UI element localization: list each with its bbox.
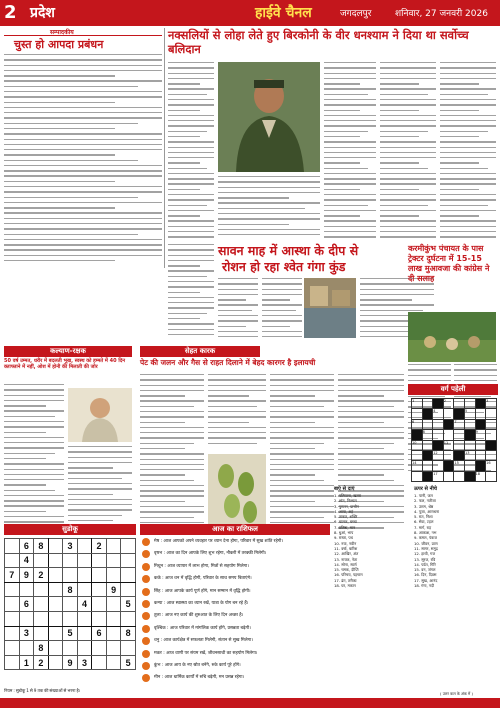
elderly-photo [68, 388, 132, 442]
sudoku-cell: 1 [19, 655, 34, 670]
sudoku-cell: 6 [19, 539, 34, 554]
horoscope-text: तुला : आज नए कार्य की शुरुआत के लिए दिन अच्छा है। [154, 613, 244, 619]
mid-story-col1 [218, 278, 258, 340]
sudoku-cell [63, 641, 78, 656]
crossword-clue: 1. पलियाना, खतरा [334, 493, 362, 498]
brand-logo: हाईवे चैनल [255, 5, 312, 21]
sudoku-cell [5, 582, 20, 597]
sudoku-cell [63, 597, 78, 612]
crossword-clue: 14. पर्वत, गिरि [414, 561, 436, 567]
sudoku-row [5, 655, 136, 670]
horoscope-text: मेष : आज आपको अपने व्यवहार पर ध्यान देना होगा, परिवार में सुख शांति रहेगी। [154, 539, 284, 544]
feature-left-headline: 50 वर्ष उम्मत, धरीर में बदलती भूख, स्वस्थ को हम्मते में 40 दिन क्ताफ्ताने में नहीं, ओश में होनी की मिलाती की जोर [4, 358, 126, 370]
sudoku-cell [121, 611, 136, 626]
crossword-down-clues [414, 493, 498, 693]
sudoku-row [5, 568, 136, 583]
sudoku-cell [48, 568, 63, 583]
main-story-col2 [218, 176, 320, 240]
crossword-clue: 7. मार्ग, राह [414, 524, 432, 530]
sudoku-cell [63, 553, 78, 568]
sudoku-cell [5, 553, 20, 568]
sudoku-cell [77, 568, 92, 583]
sudoku-cell [48, 641, 63, 656]
crossword-grid: 1 2 3 4 5 6 7 8 9 10 11 12 13 14 15 16 17 18 [411, 398, 497, 482]
crossword-clue: 3. पुरातन, प्राचीन [334, 503, 359, 509]
crossword-clue: 14. सोना, स्वर्ण [334, 561, 357, 567]
sudoku-cell [34, 611, 49, 626]
sudoku-cell [5, 597, 20, 612]
mid-story-col2 [262, 278, 302, 340]
pond-photo [304, 278, 356, 338]
crossword-down-title: ऊपर से नीचे [414, 486, 437, 492]
sudoku-cell [92, 597, 107, 612]
sudoku-cell [106, 568, 121, 583]
horoscope-band: आज का राशिफल [140, 524, 330, 535]
crossword-across-clues [334, 493, 412, 693]
sudoku-cell [121, 641, 136, 656]
crossword-clue: 17. ढंग, तरीका [334, 577, 357, 583]
sudoku-cell [121, 568, 136, 583]
sudoku-cell: 8 [34, 539, 49, 554]
sudoku-row [5, 582, 136, 597]
soldier-photo [218, 62, 320, 172]
sudoku-row [5, 597, 136, 612]
crossword-clue: 16. परिचय, पहचान [334, 572, 363, 578]
sudoku-cell: 5 [63, 626, 78, 641]
feature-right-col1 [140, 374, 204, 530]
sudoku-cell [106, 539, 121, 554]
crossword-clue: 18. गंगा, नदी [414, 583, 435, 589]
sudoku-grid [4, 538, 136, 686]
sudoku-cell [106, 641, 121, 656]
accident-photo-image [408, 312, 496, 362]
crossword-clue: 17. सुख, आनंद [414, 577, 438, 583]
sudoku-cell: 2 [34, 568, 49, 583]
sudoku-cell [48, 597, 63, 612]
horoscope-text: सिंह : आज आपके कार्य पूर्ण होंगे, मान सम्मान में वृद्धि होगी। [154, 588, 251, 594]
sudoku-cell [106, 655, 121, 670]
sudoku-cell [48, 655, 63, 670]
crossword-clue: 6. बालक, बच्चा [334, 519, 357, 525]
zodiac-icon [142, 625, 150, 633]
sudoku-cell [92, 611, 107, 626]
sudoku-cell: 4 [77, 597, 92, 612]
crossword-clue: 13. नायक, नेता [334, 556, 358, 562]
editorial-body [4, 54, 162, 262]
horoscope-text: कर्क : आज धन में वृद्धि होगी, परिवार के साथ समय बिताएंगे। [154, 576, 252, 582]
horoscope-text: मिथुन : आज व्यापार में लाभ होगा, मित्रों से सहयोग मिलेगा। [154, 563, 249, 569]
sudoku-cell [121, 539, 136, 554]
sudoku-cell [19, 611, 34, 626]
crossword-clue: 5. ताकत, शक्ति [334, 514, 358, 520]
feature-right-band: सेहत कारक [140, 346, 260, 357]
crossword-clue: 1. पानी, जल [414, 493, 433, 498]
sudoku-cell: 9 [63, 655, 78, 670]
section-title: प्रदेश [30, 5, 55, 21]
mid-story-col0 [168, 244, 214, 340]
masthead [0, 0, 500, 26]
sudoku-cell: 3 [19, 626, 34, 641]
crossword-clue: 10. जीवन, प्राण [414, 540, 438, 546]
accident-photo [408, 312, 496, 362]
sudoku-cell [19, 641, 34, 656]
sudoku-row [5, 626, 136, 641]
main-story-col1 [168, 62, 214, 240]
crossword-clue: 5. रात, निशा [414, 514, 433, 520]
sudoku-cell [121, 582, 136, 597]
crossword-clue: 12. हाथी, गज [414, 551, 436, 557]
crossword-clue: 15. वन, जंगल [414, 567, 436, 573]
crossword-clue: 4. आपा, अहं [334, 508, 354, 514]
footer-bar [0, 698, 500, 708]
zodiac-icon [142, 550, 150, 558]
zodiac-icon [142, 662, 150, 670]
crossword-band: वर्ग पहेली [408, 384, 498, 395]
crossword-clue: 9. कमल, पंकज [414, 535, 437, 541]
editorial-headline: चुस्त हो आपदा प्रबंधन [14, 38, 104, 51]
horoscope-text: मकर : आज वाणी पर संयम रखें, जीवनसाथी का सहयोग मिलेगा। [154, 650, 258, 656]
zodiac-icon [142, 650, 150, 658]
crossword-clue: 6. सेवा, टहल [414, 519, 434, 525]
sudoku-cell [77, 582, 92, 597]
crossword-clue: 11. सागर, समुद्र [414, 545, 438, 551]
sudoku-cell: 4 [19, 553, 34, 568]
sudoku-cell [5, 539, 20, 554]
sudoku-cell [63, 568, 78, 583]
sudoku-cell [106, 611, 121, 626]
sudoku-instructions: नियम : सुडोकू 1 से 9 तक की संख्याओं से भरना है। [4, 688, 81, 693]
sudoku-cell [48, 553, 63, 568]
sudoku-cell [92, 553, 107, 568]
sudoku-cell [48, 539, 63, 554]
sudoku-cell: 8 [34, 641, 49, 656]
horoscope-text: कुंभ : आज आय के नए स्रोत बनेंगे, रुके कार्य पूरे होंगे। [154, 663, 241, 668]
feature-left-band: कल्याण-रक्षक [4, 346, 132, 357]
crossword-across-title: बाएं से दाएं [334, 486, 355, 492]
zodiac-icon [142, 600, 150, 608]
sudoku-cell [77, 626, 92, 641]
zodiac-icon [142, 612, 150, 620]
sudoku-cell: 3 [77, 655, 92, 670]
feature-right-col2 [208, 374, 266, 450]
sudoku-cell: 7 [5, 568, 20, 583]
crossword-clue: 8. आकाश, नभ [414, 530, 437, 536]
sudoku-cell: 2 [34, 655, 49, 670]
feature-right-headline: पेट की जलन और गैस से राहत दिलाने में बेहद कारगर है इलायची [140, 358, 316, 367]
feature-right-col3 [270, 374, 334, 530]
zodiac-icon [142, 575, 150, 583]
sudoku-cell [48, 582, 63, 597]
sudoku-band: सुडोकू [4, 524, 136, 535]
crossword-clue: 3. उत्तम, श्रेष्ठ [414, 503, 434, 509]
sudoku-cell [5, 655, 20, 670]
crossword-clue: 16. दिन, दिवस [414, 572, 437, 578]
zodiac-icon [142, 674, 150, 682]
crossword-clue: 15. चमक, दीप्ति [334, 567, 359, 573]
sudoku-cell: 8 [121, 626, 136, 641]
main-story-col4 [380, 62, 436, 240]
zodiac-icon [142, 588, 150, 596]
sudoku-row [5, 539, 136, 554]
elderly-photo-image [68, 388, 132, 442]
horoscope-text: मीन : आज धार्मिक कार्यों में रुचि बढ़ेगी, मन प्रसन्न रहेगा। [154, 675, 245, 681]
feature-left-col1 [4, 384, 64, 532]
sudoku-cell [48, 626, 63, 641]
main-story-col3 [324, 62, 376, 240]
sudoku-cell [92, 641, 107, 656]
crossword-clue: 7. प्रतिष्ठा, मान [334, 524, 356, 530]
main-story-col5 [440, 62, 496, 240]
sudoku-cell [77, 641, 92, 656]
sudoku-cell [34, 582, 49, 597]
zodiac-icon [142, 637, 150, 645]
sudoku-cell: 6 [19, 597, 34, 612]
horoscope-text: वृषभ : आज का दिन आपके लिए शुभ रहेगा, नौकरी में तरक्की मिलेगी। [154, 551, 267, 557]
crossword-clue: 9. रास्ता, पथ [334, 535, 353, 541]
crossword-clue: 8. धुआं, भाप [334, 530, 354, 536]
right-headline-visual: करमीकुंभ पंचायत के पास ट्रेक्टर दुर्घटना में 15-15 लाख मुआवजा की कांग्रेस ने दी सलाह [408, 244, 490, 283]
sudoku-row [5, 611, 136, 626]
crossword-clue: 12. आखिर, अंत [334, 551, 359, 557]
main-headline: नक्सलियों से लोहा लेते हुए बिरकोनी के वीर धनश्याम ने दिया था सर्वोच्च बलिदान [168, 28, 469, 56]
crossword-clue: 13. सूरज, रवि [414, 556, 436, 562]
sudoku-cell [34, 553, 49, 568]
sudoku-cell: 9 [19, 568, 34, 583]
crossword-solution-note: ( उत्तर कल के अंक में ) [440, 691, 473, 696]
cardamom-photo-image [208, 454, 266, 530]
sudoku-cell [77, 553, 92, 568]
editorial-tag: सम्पादकीय [50, 29, 74, 36]
sudoku-cell [77, 539, 92, 554]
cardamom-photo [208, 454, 266, 530]
sudoku-cell: 5 [121, 655, 136, 670]
mid-headline-2: रोशन हो रहा श्वेत गंगा कुंड [222, 259, 346, 274]
sudoku-cell [19, 582, 34, 597]
zodiac-icon [142, 538, 150, 546]
sudoku-cell [34, 597, 49, 612]
crossword-clue: 4. पूजा, आराधना [414, 508, 440, 514]
sudoku-cell: 6 [92, 626, 107, 641]
crossword-clue: 10. नया, नवीन [334, 540, 357, 546]
sudoku-cell: 9 [106, 582, 121, 597]
city-name: जगदलपुर [340, 9, 372, 19]
sudoku-cell [106, 553, 121, 568]
sudoku-cell [34, 626, 49, 641]
sudoku-cell [77, 611, 92, 626]
feature-left-col2 [68, 446, 132, 532]
sudoku-cell [5, 641, 20, 656]
crossword-clue: 2. फल, नतीजा [414, 498, 436, 504]
sudoku-row [5, 641, 136, 656]
sudoku-cell: 2 [92, 539, 107, 554]
issue-date: शनिवार, 27 जनवरी 2026 [395, 9, 488, 19]
horoscope-text: धनु : आज कार्यक्षेत्र में सफलता मिलेगी, संतान से सुख मिलेगा। [154, 638, 253, 644]
soldier-photo-image [218, 62, 320, 172]
sudoku-cell [92, 582, 107, 597]
sudoku-cell: 3 [63, 539, 78, 554]
sudoku-cell [121, 553, 136, 568]
sudoku-cell [92, 568, 107, 583]
sudoku-row [5, 553, 136, 568]
sudoku-cell [106, 626, 121, 641]
zodiac-icon [142, 563, 150, 571]
crossword-clue: 11. वर्षा, बारिश [334, 545, 358, 551]
sudoku-cell [48, 611, 63, 626]
sudoku-cell [63, 611, 78, 626]
crossword-clue: 18. घर, मकान [334, 583, 356, 589]
sudoku-cell [5, 626, 20, 641]
page-number: 2 [4, 2, 17, 23]
horoscope-text: वृश्चिक : आज परिवार में मांगलिक कार्य होंगे, प्रसन्नता बढ़ेगी। [154, 625, 251, 631]
sudoku-cell: 8 [63, 582, 78, 597]
pond-photo-image [304, 278, 356, 338]
crossword-clue: 2. शांत, निश्चल [334, 498, 357, 504]
sudoku-cell [106, 597, 121, 612]
sudoku-cell [5, 611, 20, 626]
mid-headline-1: सावन माह में आस्था के दीप से [218, 243, 359, 258]
sudoku-cell [92, 655, 107, 670]
sudoku-cell: 5 [121, 597, 136, 612]
horoscope-text: कन्या : आज स्वास्थ्य का ध्यान रखें, यात्रा के योग बन रहे हैं। [154, 601, 249, 606]
